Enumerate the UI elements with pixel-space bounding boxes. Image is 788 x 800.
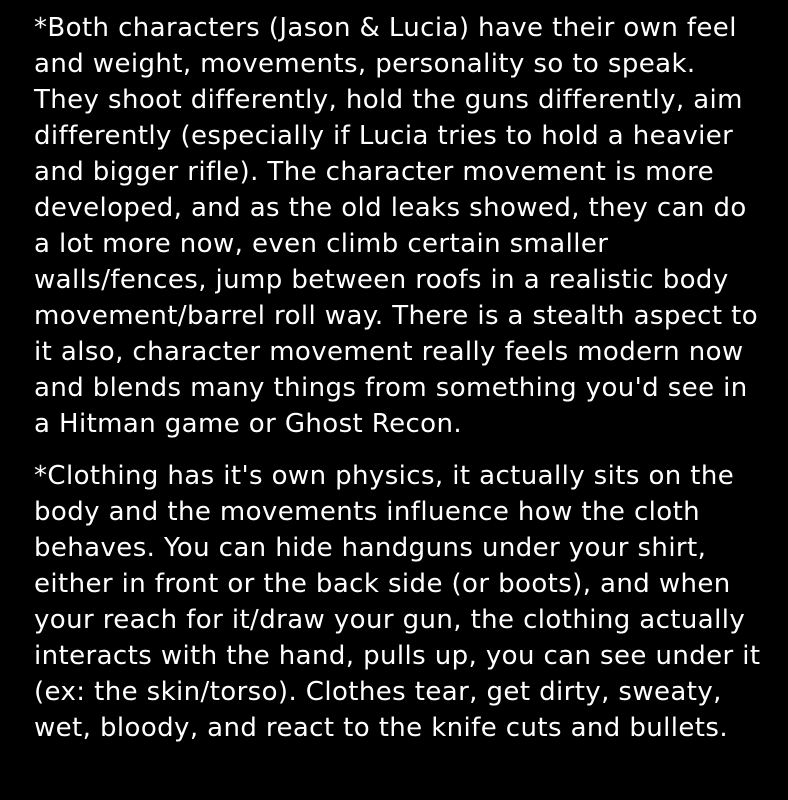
paragraph-character-movement: *Both characters (Jason & Lucia) have their own feel and weight, movements, personality so to speak. They shoot differently, hold the guns differently, aim differently (especially if Lucia tries to hold a heavier and bigger rifle). The character movement is more developed, and as the old leaks showed, they can do a lot more now, even climb certain smaller walls/fences, jump between roofs in a realistic body movement/barrel roll way. There is a stealth aspect to it also, character movement really feels modern now and blends many things from something you'd see in a Hitman game or Ghost Recon. <box>34 13 759 439</box>
paragraph-clothing-physics: *Clothing has it's own physics, it actually sits on the body and the movements influence how the cloth behaves. You can hide handguns under your shirt, either in front or the back side (or boots), and when your reach for it/draw your gun, the clothing actually interacts with the hand, pulls up, you can see under it (ex: the skin/torso). Clothes tear, get dirty, sweaty, wet, bloody, and react to the knife cuts and bullets. <box>34 461 761 743</box>
post-text <box>34 10 762 762</box>
